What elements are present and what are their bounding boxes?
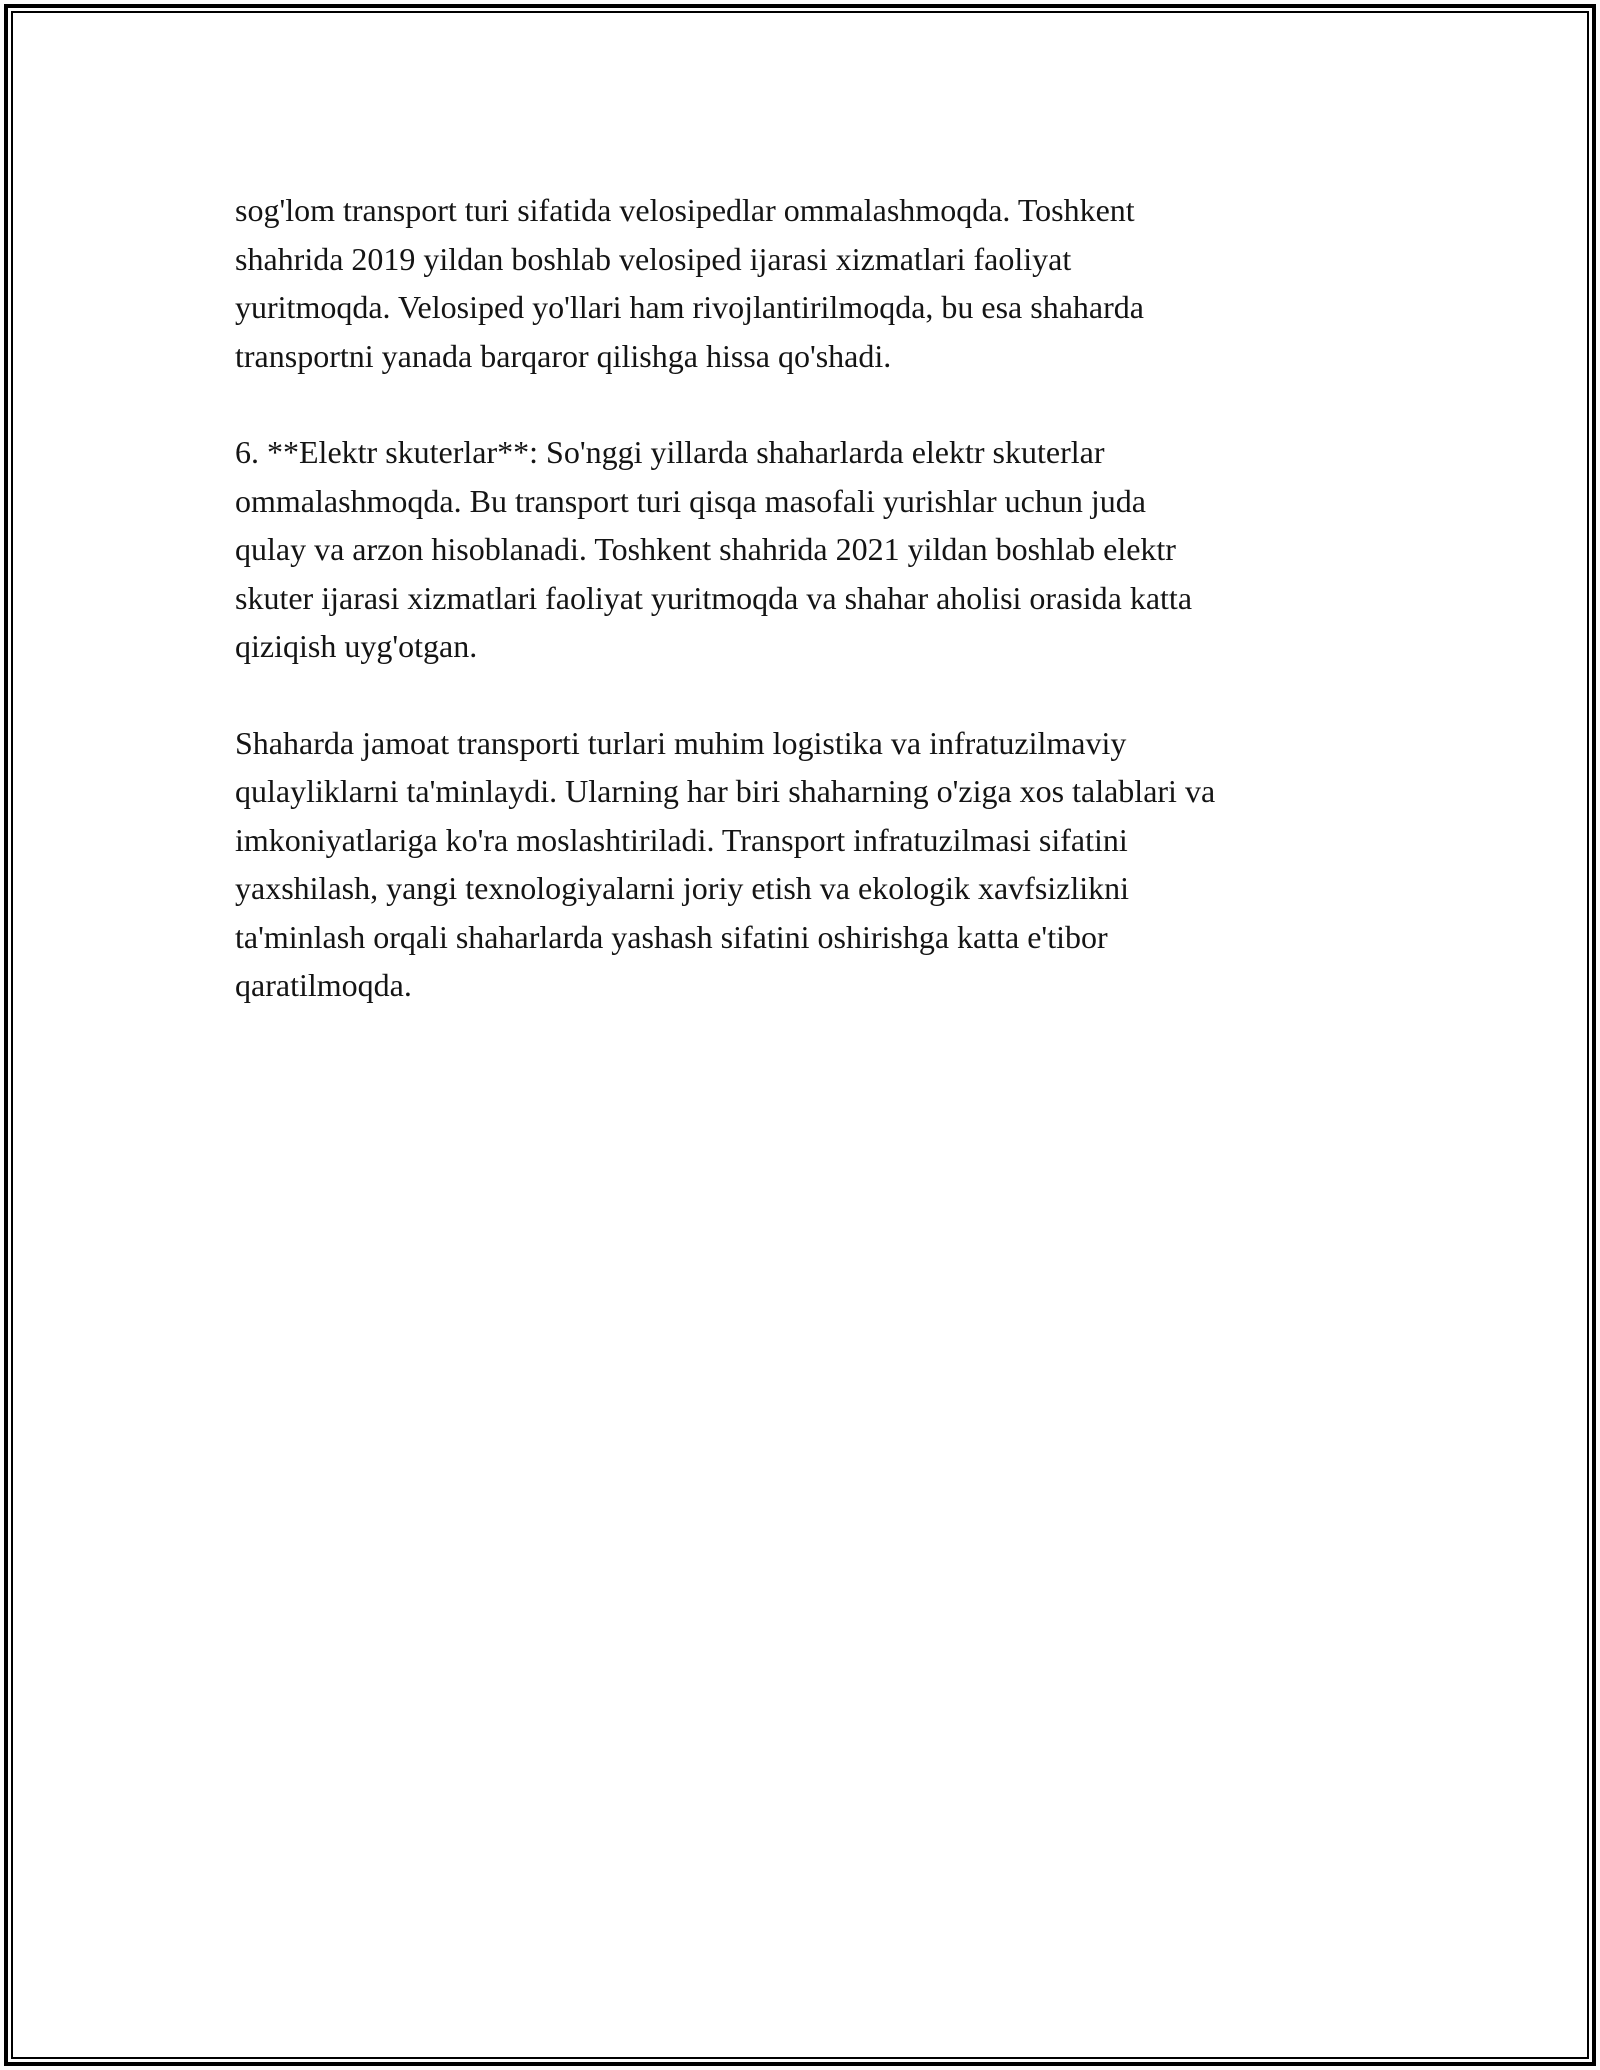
paragraph-bicycles: sog'lom transport turi sifatida velosipedlar ommalashmoqda. Toshkent shahrida 2019 yildan boshlab velosiped ijarasi xizmatlari faoliyat yuritmoqda. Velosiped yo'llari ham rivojlantirilmoqda, bu esa shaharda transportni yanada barqaror qilishga hissa qo'shadi. <box>235 192 1144 374</box>
paragraph-electric-scooters: 6. **Elektr skuterlar**: So'nggi yillarda shaharlarda elektr skuterlar ommalashmoqda. Bu transport turi qisqa masofali yurishlar uchun juda qulay va arzon hisoblanadi. Toshkent shahrida 2021 yildan boshlab elektr skuter ijarasi xizmatlari faoliyat yuritmoqda va shahar aholisi orasida katta qiziqish uyg'otgan. <box>235 434 1193 664</box>
document-body <box>235 186 1375 1010</box>
paragraph-conclusion: Shaharda jamoat transporti turlari muhim logistika va infratuzilmaviy qulayliklarni ta'minlaydi. Ularning har biri shaharning o'ziga xos talablari va imkoniyatlariga ko'ra moslashtiriladi. Transport infratuzilmasi sifatini yaxshilash, yangi texnologiyalarni joriy etish va ekologik xavfsizlikni ta'minlash orqali shaharlarda yashash sifatini oshirishga katta e'tibor qaratilmoqda. <box>235 724 1216 1003</box>
